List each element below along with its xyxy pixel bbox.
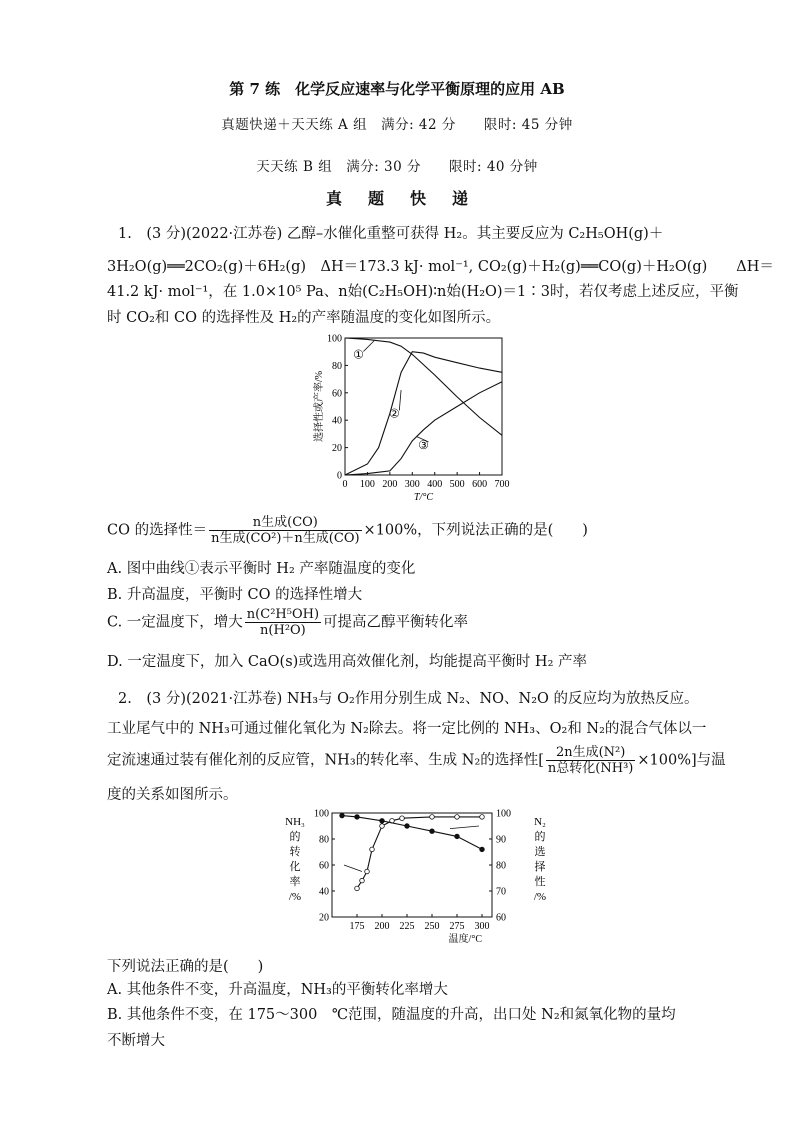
chart1-ytick-label: 20: [332, 443, 342, 455]
chart2-arrow-left: [344, 865, 362, 872]
q1-line3: 41.2 kJ· mol⁻¹，在 1.0×10⁵ Pa、n始(C₂H₅OH)∶n始(H₂O)＝1∶3时，若仅考虑上述反应，平衡: [107, 284, 739, 300]
chart2-ytick-left-label: 100: [314, 808, 329, 820]
chart2-ytick-right-label: 80: [496, 860, 506, 872]
chart1-xlabel: T/°C: [413, 492, 434, 503]
q2-line1: 2. (3 分)(2021·江苏卷) NH₃与 O₂作用分别生成 N₂、NO、N₂O 的反应均为放热反应。: [118, 691, 699, 707]
chart1-ylabel: 选择性或产率/%: [314, 370, 325, 443]
chart2-point: [355, 886, 360, 891]
chart2-ytick-left-label: 80: [319, 834, 329, 846]
chart-2-plot: [285, 809, 546, 946]
chart1-xtick-label: 300: [404, 479, 420, 490]
chart1-xtick-label: 500: [449, 479, 465, 490]
chart2-xtick-label: 225: [399, 921, 415, 932]
chart2-point: [430, 829, 435, 834]
chart2-ytick-right-label: 70: [496, 886, 506, 898]
chart1-xtick-label: 100: [359, 479, 375, 490]
chart2-ylabel-left-part: 化: [289, 861, 301, 873]
chart2-xtick-label: 200: [374, 921, 390, 932]
chart2-frame: [332, 813, 492, 917]
chart2-ytick-right-label: 60: [496, 912, 506, 924]
q1-selectivity-formula: [107, 515, 588, 546]
formula-suffix: ×100%，下列说法正确的是( ): [363, 522, 588, 539]
chart2-ylabel-right-part: 性: [534, 876, 546, 888]
q1-line4: 时 CO₂和 CO 的选择性及 H₂的产率随温度的变化如图所示。: [107, 310, 501, 326]
chart-2: [280, 805, 560, 950]
chart-1-plot: [312, 334, 510, 504]
chart2-xlabel: 温度/°C: [448, 934, 482, 945]
chart1-ytick-label: 80: [332, 360, 342, 372]
chart1-xtick-label: 600: [472, 479, 488, 490]
chart2-point: [340, 813, 345, 818]
chart2-ytick-left-label: 40: [319, 886, 329, 898]
chart1-series-label-1: ①: [353, 347, 364, 362]
chart-1: [300, 330, 530, 510]
chart2-xtick-label: 275: [449, 921, 465, 932]
chart2-ylabel-left-part: 的: [289, 831, 301, 843]
option-c-fraction: [245, 607, 321, 638]
chart1-ytick-label: 100: [327, 333, 342, 345]
chart2-ylabel-left-part: 转: [289, 846, 301, 858]
chart1-xtick-label: 0: [342, 479, 348, 490]
chart2-point: [355, 815, 360, 820]
chart2-series-line-2: [342, 816, 482, 850]
formula-denominator: n生成(CO²)＋n生成(CO): [211, 531, 360, 546]
chart2-point: [400, 816, 405, 821]
chart2-point: [480, 847, 485, 852]
chart1-ytick-label: 0: [337, 470, 342, 482]
chart2-ylabel-right-part: /%: [533, 891, 547, 903]
chart1-xtick-label: 700: [494, 479, 510, 490]
q1-option-b: B. 升高温度，平衡时 CO 的选择性增大: [107, 587, 363, 603]
formula-numerator: n生成(CO): [209, 515, 361, 531]
q2-question: 下列说法正确的是( ): [107, 959, 264, 975]
chart2-arrow-right: [450, 826, 479, 829]
q2-denominator: n总转化(NH³): [547, 761, 634, 776]
chart2-point: [405, 824, 410, 829]
chart2-ytick-right-label: 90: [496, 834, 506, 846]
option-c-numerator: n(C²H⁵OH): [246, 607, 320, 622]
chart2-ytick-left-label: 20: [319, 912, 329, 924]
formula-prefix: CO 的选择性＝: [107, 522, 208, 539]
chart2-point: [360, 878, 365, 883]
chart1-series-label-3: ③: [418, 437, 429, 452]
chart2-ylabel-left-part: 率: [289, 876, 301, 888]
q2-line3-prefix: 定流速通过装有催化剂的反应管，NH₃的转化率、生成 N₂的选择性[: [107, 752, 544, 769]
chart1-xtick-label: 400: [427, 479, 443, 490]
q2-fraction: [546, 745, 635, 776]
option-c-prefix: C. 一定温度下，增大: [107, 614, 243, 631]
chart2-point: [430, 815, 435, 820]
chart1-xtick-label: 200: [382, 479, 398, 490]
chart2-point: [380, 819, 385, 824]
section-heading: 真题快递: [325, 189, 494, 208]
chart2-ylabel-left-part: /%: [288, 891, 302, 903]
option-c-suffix: 可提高乙醇平衡转化率: [323, 614, 469, 631]
chart2-point: [380, 824, 385, 829]
chart2-ytick-left-label: 60: [319, 860, 329, 872]
q2-line3-suffix: ×100%]与温: [637, 752, 726, 769]
chart1-ytick-label: 60: [332, 388, 342, 400]
chart2-ylabel-right-part: N₂: [534, 816, 546, 828]
chart1-series-label-2: ②: [388, 406, 400, 421]
chart2-ylabel-right-part: 择: [534, 861, 546, 873]
chart1-series-line-3: [345, 382, 502, 475]
chart2-ylabel-right-part: 选: [534, 846, 546, 858]
option-c-denominator: n(H²O): [260, 623, 306, 638]
chart1-leader-1: [363, 341, 374, 352]
q2-option-b-line1: B. 其他条件不变，在 175～300 ℃范围，随温度的升高，出口处 N₂和氮氧化物的量均: [107, 1007, 676, 1023]
header-limits-a: 真题快递＋天天练 A 组 满分: 42 分 限时: 45 分钟: [221, 117, 573, 133]
q1-option-c: [107, 607, 468, 638]
q1-option-a: A. 图中曲线①表示平衡时 H₂ 产率随温度的变化: [107, 561, 416, 577]
chart2-point: [455, 834, 460, 839]
q1-line2: 3H₂O(g)══2CO₂(g)＋6H₂(g) ΔH＝173.3 kJ· mol⁻¹, CO₂(g)＋H₂(g)══CO(g)＋H₂O(g) ΔH＝: [107, 259, 774, 275]
header-limits-b: 天天练 B 组 满分: 30 分 限时: 40 分钟: [256, 159, 538, 175]
chart2-ytick-right-label: 100: [496, 808, 511, 820]
q2-line4: 度的关系如图所示。: [107, 787, 238, 803]
chart2-point: [370, 847, 375, 852]
q1-option-d: D. 一定温度下，加入 CaO(s)或选用高效催化剂，均能提高平衡时 H₂ 产率: [107, 654, 587, 670]
chart2-point: [365, 869, 370, 874]
q2-line2: 工业尾气中的 NH₃可通过催化氧化为 N₂除去。将一定比例的 NH₃、O₂和 N₂的混合气体以一: [107, 721, 707, 737]
chart2-xtick-label: 300: [474, 921, 490, 932]
chart2-xtick-label: 175: [349, 921, 365, 932]
chart1-ytick-label: 40: [332, 415, 342, 427]
chart2-point: [455, 815, 460, 820]
chart2-xtick-label: 250: [424, 921, 440, 932]
q2-option-b-line2: 不断增大: [107, 1033, 165, 1049]
chart2-ylabel-left-part: NH₃: [285, 816, 305, 828]
q2-numerator: 2n生成(N²): [546, 745, 635, 761]
chart2-ylabel-right-part: 的: [534, 831, 546, 843]
chart1-frame: [345, 338, 502, 475]
q2-line3: [107, 745, 726, 776]
formula-fraction: [209, 515, 361, 546]
page-title: 第 7 练 化学反应速率与化学平衡原理的应用 AB: [229, 80, 565, 98]
chart1-series-line-2: [345, 352, 502, 475]
q1-line1: 1. (3 分)(2022·江苏卷) 乙醇–水催化重整可获得 H₂。其主要反应为 C₂H₅OH(g)＋: [118, 226, 664, 242]
q2-option-a: A. 其他条件不变，升高温度，NH₃的平衡转化率增大: [107, 982, 448, 998]
chart2-point: [480, 815, 485, 820]
